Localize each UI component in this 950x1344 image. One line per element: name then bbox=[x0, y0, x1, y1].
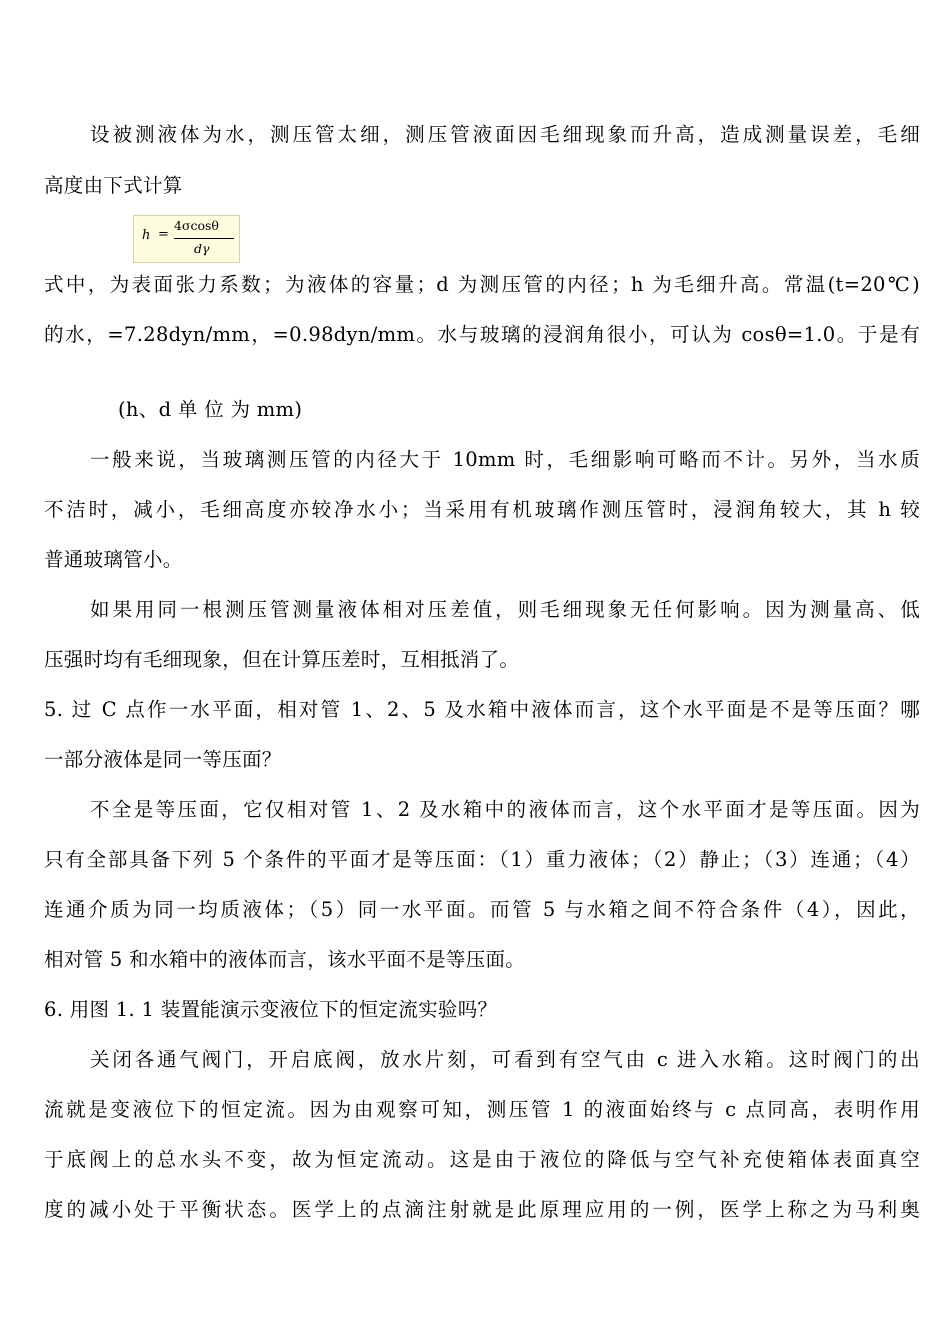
paragraph-line: 如果用同一根测压管测量液体相对压差值，则毛细现象无任何影响。因为测量高、低 bbox=[90, 598, 920, 621]
answer-line: 相对管 5 和水箱中的液体而言，该水平面不是等压面。 bbox=[44, 948, 526, 971]
answer-line: 度的减小处于平衡状态。医学上的点滴注射就是此原理应用的一例，医学上称之为马利奥 bbox=[44, 1198, 920, 1221]
formula-numerator: 4σcosθ bbox=[174, 218, 219, 233]
answer-line: 流就是变液位下的恒定流。因为由观察可知，测压管 1 的液面始终与 c 点同高，表明作用 bbox=[44, 1098, 920, 1121]
question-5-cont: 一部分液体是同一等压面？ bbox=[44, 748, 282, 771]
capillary-height-formula bbox=[133, 215, 240, 263]
unit-note: (h、d 单 位 为 mm) bbox=[118, 398, 303, 421]
paragraph-line: 压强时均有毛细现象，但在计算压差时，互相抵消了。 bbox=[44, 648, 520, 671]
paragraph-line: 一般来说，当玻璃测压管的内径大于 10mm 时，毛细影响可略而不计。另外，当水质 bbox=[90, 448, 920, 471]
answer-line: 关闭各通气阀门，开启底阀，放水片刻，可看到有空气由 c 进入水箱。这时阀门的出 bbox=[90, 1048, 920, 1071]
paragraph-line: 高度由下式计算 bbox=[44, 174, 183, 197]
paragraph-line: 普通玻璃管小。 bbox=[44, 548, 183, 571]
answer-line: 只有全部具备下列 5 个条件的平面才是等压面：（1）重力液体；（2）静止；（3）连通；（4） bbox=[44, 848, 920, 871]
question-5: 5. 过 C 点作一水平面，相对管 1、2、5 及水箱中液体而言，这个水平面是不是等压面？哪 bbox=[44, 698, 920, 721]
answer-line: 连通介质为同一均质液体；（5）同一水平面。而管 5 与水箱之间不符合条件（4），因此， bbox=[44, 898, 920, 921]
paragraph-line: 式中，为表面张力系数；为液体的容量；d 为测压管的内径；h 为毛细升高。常温(t=20℃) bbox=[44, 273, 920, 296]
answer-line: 不全是等压面，它仅相对管 1、2 及水箱中的液体而言，这个水平面才是等压面。因为 bbox=[90, 798, 920, 821]
question-6: 6. 用图 1. 1 装置能演示变液位下的恒定流实验吗？ bbox=[44, 998, 498, 1021]
formula-fraction-bar bbox=[174, 238, 234, 239]
paragraph-line: 的水，=7.28dyn/mm，=0.98dyn/mm。水与玻璃的浸润角很小，可认为 cosθ=1.0。于是有 bbox=[44, 323, 920, 346]
answer-line: 于底阀上的总水头不变，故为恒定流动。这是由于液位的降低与空气补充使箱体表面真空 bbox=[44, 1148, 920, 1171]
formula-denominator: dγ bbox=[194, 241, 210, 256]
formula-h: h bbox=[142, 228, 151, 243]
paragraph-line: 设被测液体为水，测压管太细，测压管液面因毛细现象而升高，造成测量误差，毛细 bbox=[90, 123, 920, 146]
paragraph-line: 不洁时，减小，毛细高度亦较净水小；当采用有机玻璃作测压管时，浸润角较大，其 h 较 bbox=[44, 498, 920, 521]
formula-equals: = bbox=[158, 227, 169, 242]
